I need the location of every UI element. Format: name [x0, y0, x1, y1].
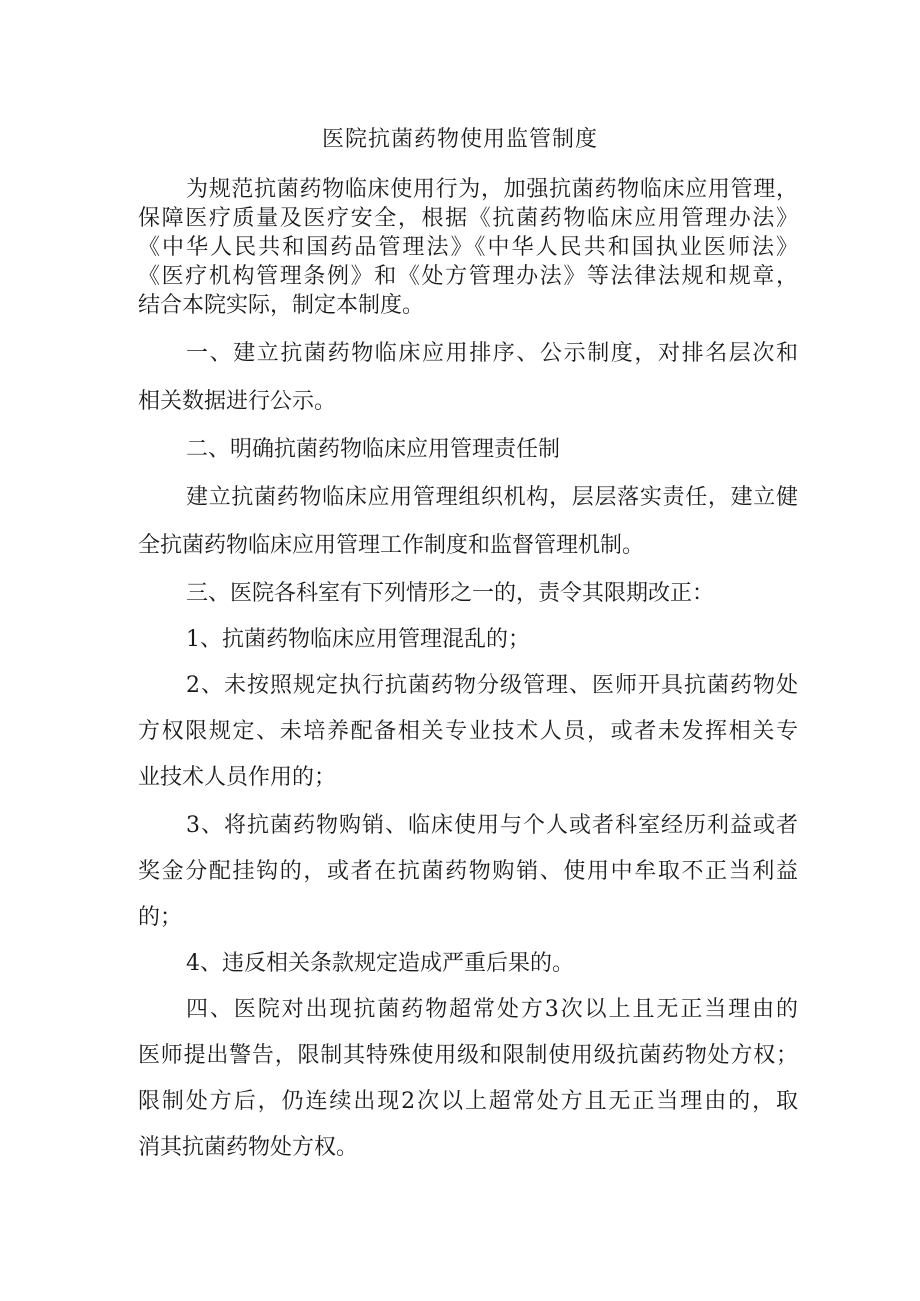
paragraph-line: 全抗菌药物临床应用管理工作制度和监督管理机制。 — [138, 533, 645, 558]
paragraph-line: 结合本院实际，制定本制度。 — [138, 293, 425, 318]
paragraph-line: 相关数据进行公示。 — [138, 389, 337, 414]
paragraph-line: 《中华人民共和国药品管理法》《中华人民共和国执业医师法》 — [138, 235, 798, 260]
paragraph-line: 《医疗机构管理条例》和《处方管理办法》等法律法规和规章， — [138, 264, 798, 289]
document-title: 医院抗菌药物使用监管制度 — [321, 127, 598, 152]
paragraph-line: 医师提出警告，限制其特殊使用级和限制使用级抗菌药物处方权； — [138, 1043, 798, 1068]
paragraph-line: 四、医院对出现抗菌药物超常处方3次以上且无正当理由的 — [186, 997, 798, 1022]
list-item-line: 方权限规定、未培养配备相关专业技术人员，或者未发挥相关专 — [138, 719, 798, 744]
paragraph-line: 建立抗菌药物临床应用管理组织机构，层层落实责任，建立健 — [186, 485, 798, 510]
paragraph-line: 限制处方后，仍连续出现2次以上超常处方且无正当理由的，取 — [138, 1089, 798, 1114]
paragraph-line: 一、建立抗菌药物临床应用排序、公示制度，对排名层次和 — [186, 341, 798, 366]
section-heading: 二、明确抗菌药物临床应用管理责任制 — [186, 437, 561, 462]
list-item-line: 奖金分配挂钩的，或者在抗菌药物购销、使用中牟取不正当利益 — [138, 859, 798, 884]
paragraph-line: 保障医疗质量及医疗安全，根据《抗菌药物临床应用管理办法》 — [138, 206, 798, 231]
section-heading: 三、医院各科室有下列情形之一的，责令其限期改正： — [186, 581, 715, 606]
paragraph-line: 消其抗菌药物处方权。 — [138, 1135, 359, 1160]
paragraph-line: 为规范抗菌药物临床使用行为，加强抗菌药物临床应用管理， — [186, 177, 798, 202]
list-item-line: 业技术人员作用的； — [138, 765, 337, 790]
list-item-line: 的； — [138, 905, 183, 930]
list-item: 3、将抗菌药物购销、临床使用与个人或者科室经历利益或者 — [186, 813, 798, 838]
list-item: 4、违反相关条款规定造成严重后果的。 — [186, 951, 574, 976]
list-item: 1、抗菌药物临床应用管理混乱的； — [186, 627, 530, 652]
list-item: 2、未按照规定执行抗菌药物分级管理、医师开具抗菌药物处 — [186, 673, 798, 698]
